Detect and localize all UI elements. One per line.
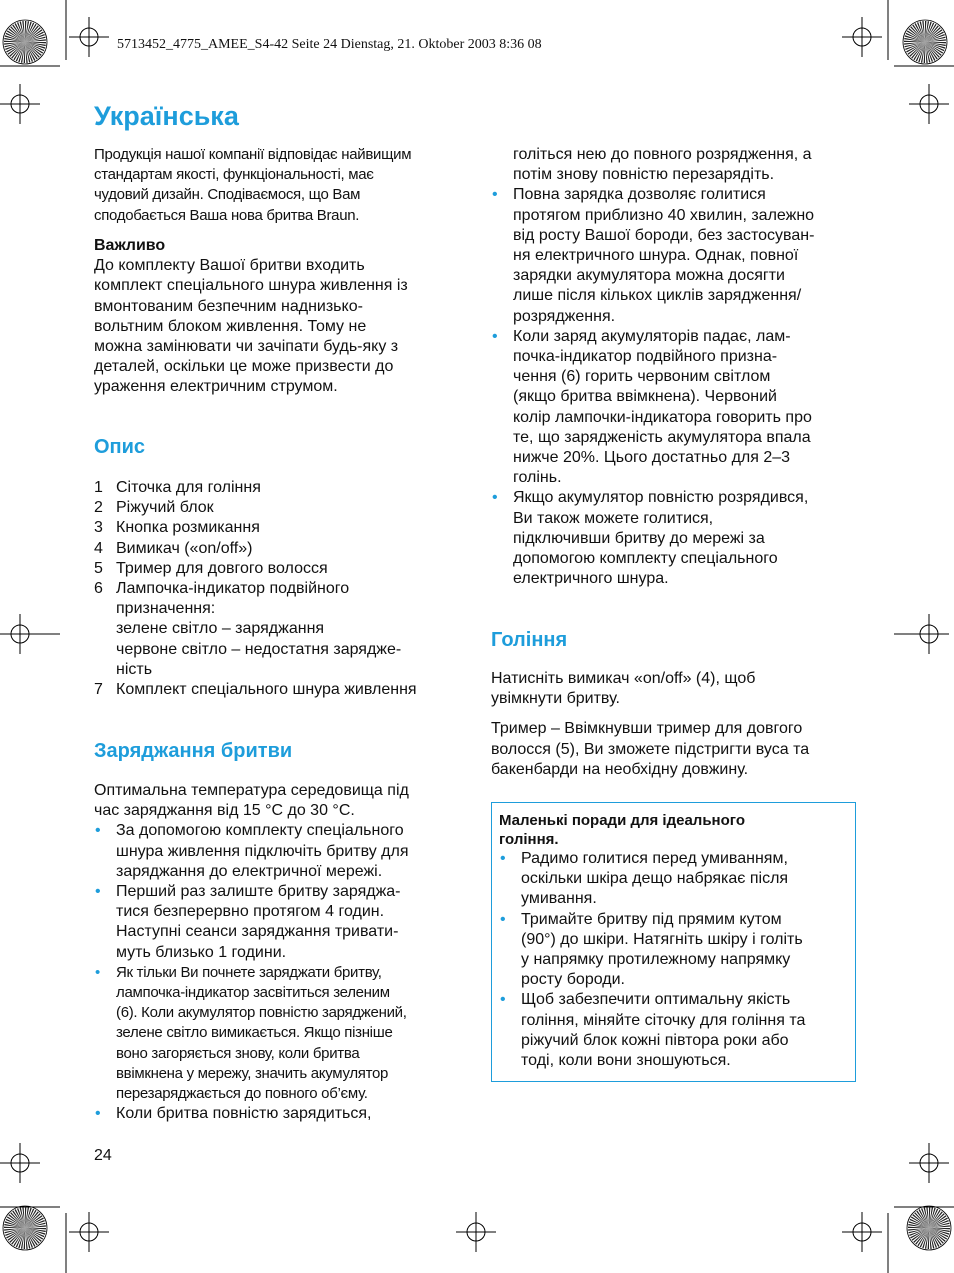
page-title: Українська xyxy=(94,101,239,131)
bullet-line: (90°) до шкіри. Натягніть шкіру і голіть xyxy=(521,930,803,948)
bullet-line: • Як тільки Ви почнете заряджати бритву, xyxy=(116,963,382,981)
tips-heading-line: Маленькі поради для ідеального xyxy=(499,812,745,829)
parts-list-item xyxy=(94,680,474,700)
item-line: Вимикач («on/off») xyxy=(116,539,253,557)
shaving-paragraph xyxy=(491,669,871,709)
bullet-line: ня електричного шнура. Однак, повної xyxy=(513,247,799,265)
bullet-line: підключивши бритву до мережі за xyxy=(513,529,765,547)
intro-line: сподобається Ваша нова бритва Braun. xyxy=(94,206,360,224)
important-line: деталей, оскільки це може призвести до xyxy=(94,358,394,376)
important-line: ураження електричним струмом. xyxy=(94,378,338,396)
tips-heading-line: гоління. xyxy=(499,831,559,848)
shaving-heading: Гоління xyxy=(491,629,568,651)
shaving-line: волосся (5), Ви зможете підстригти вуса та xyxy=(491,740,810,758)
shaving-line: Натисніть вимикач «on/off» (4), щоб xyxy=(491,670,756,687)
bullet-line: муть близько 1 години. xyxy=(116,943,287,961)
charging-section xyxy=(94,781,474,1124)
parts-list-item xyxy=(94,518,474,538)
parts-list-item xyxy=(94,498,474,518)
bullet-line: ввімкнена у мережу, значить акумулятор xyxy=(116,1064,389,1082)
wheel-segment xyxy=(929,1228,950,1229)
item-line: Комплект спеціального шнура живлення xyxy=(116,681,417,699)
parts-list xyxy=(94,478,474,700)
wheel-segment xyxy=(4,1227,25,1228)
bullet-line: нижче 20%. Цього достатньо для 2–3 xyxy=(513,449,791,467)
parts-list-item xyxy=(94,478,474,498)
charging-intro-line: час заряджання від 15 °C до 30 °C. xyxy=(94,802,355,820)
bullet-line: (якщо бритва ввімкнена). Червоний xyxy=(513,388,777,406)
page-number: 24 xyxy=(94,1147,112,1164)
bullet-line: шнура живлення підключіть бритву для xyxy=(116,842,409,860)
bullet-line: тися безперервно протягом 4 годин. xyxy=(116,903,385,921)
important-line: комплект спеціального шнура живлення із xyxy=(94,277,408,295)
wheel-segment xyxy=(929,1207,930,1228)
item-line: ність xyxy=(116,660,153,678)
item-line: Тример для довгого волосся xyxy=(116,559,328,577)
bullet-line: почка-індикатор подвійного призна- xyxy=(513,348,778,366)
wheel-segment xyxy=(924,42,925,63)
intro-line: чудовий дизайн. Сподіваємося, що Вам xyxy=(94,186,361,204)
bullet-line: воно загоряється знову, коли бритва xyxy=(116,1044,360,1062)
wheel-segment xyxy=(4,41,25,42)
bullet-line: • Щоб забезпечити оптимальну якість xyxy=(521,991,791,1009)
wheel-segment xyxy=(24,1228,25,1249)
wheel-segment xyxy=(24,42,25,63)
item-line: червоне світло – недостатня зарядже- xyxy=(116,640,402,658)
continuation-line: потім знову повністю перезарядіть. xyxy=(513,166,775,184)
wheel-segment xyxy=(925,21,926,42)
bullet-line: тоді, коли вони зношуються. xyxy=(521,1052,731,1070)
item-line: Ріжучий блок xyxy=(116,499,214,517)
tip-bullet xyxy=(499,990,854,1071)
charging-bullet xyxy=(94,821,474,882)
charging-bullet xyxy=(491,327,871,489)
bullet-line: • Коли заряд акумуляторів падає, лам- xyxy=(513,327,791,345)
tips-box xyxy=(491,802,856,1082)
wheel-segment xyxy=(925,42,946,43)
bullet-line: • Тримайте бритву під прямим кутом xyxy=(521,910,782,928)
item-line: зелене світло – заряджання xyxy=(116,620,325,638)
bullet-line: допомогою комплекту спеціального xyxy=(513,550,778,568)
tips-heading xyxy=(499,811,854,849)
intro-line: Продукція нашої компанії відповідає найвищим xyxy=(94,146,412,163)
bullet-line: від росту Вашої бороди, без застосуван- xyxy=(513,226,815,244)
important-heading: Важливо xyxy=(94,237,166,254)
tip-bullet xyxy=(499,849,854,910)
wheel-segment xyxy=(25,1207,26,1228)
item-line: Кнопка розмикання xyxy=(116,519,260,537)
bullet-line: у напрямку протилежному напрямку xyxy=(521,951,791,969)
charging-bullet xyxy=(94,882,474,963)
bullet-line: Ви також можете голитися, xyxy=(513,509,714,527)
bullet-line: • Якщо акумулятор повністю розрядився, xyxy=(513,489,809,507)
wheel-segment xyxy=(908,1227,929,1228)
bullet-line: • Перший раз залиште бритву заряджа- xyxy=(116,883,401,901)
bullet-line: колір лампочки-індикатора говорить про xyxy=(513,408,812,426)
item-number: 2 xyxy=(94,499,103,517)
charging-bullet xyxy=(94,963,474,1104)
item-line: призначення: xyxy=(116,600,216,618)
description-heading: Опис xyxy=(94,436,146,458)
print-header: 5713452_4775_AMEE_S4-42 Seite 24 Dienstag, 21. Oktober 2003 8:36 08 xyxy=(117,37,542,52)
bullet-line: протягом приблизно 40 хвилин, залежно xyxy=(513,206,815,224)
bullet-line: ріжучий блок кожні півтора роки або xyxy=(521,1031,789,1049)
parts-list-item xyxy=(94,559,474,579)
bullet-line: перезаряджається до повного об’єму. xyxy=(116,1085,368,1103)
shaving-line: бакенбарди на необхідну довжину. xyxy=(491,760,749,778)
bullet-line: електричного шнура. xyxy=(513,570,669,588)
charging-heading: Заряджання бритви xyxy=(94,740,293,762)
bullet-line: • Радимо голитися перед умиванням, xyxy=(521,850,788,867)
intro-line: стандартам якості, функціональності, має xyxy=(94,166,374,184)
continuation-block xyxy=(491,145,871,185)
bullet-line: • Коли бритва повністю зарядиться, xyxy=(116,1105,372,1123)
bullet-line: умивання. xyxy=(521,890,597,908)
charging-continued xyxy=(491,145,871,589)
charging-bullet xyxy=(94,1104,474,1124)
wheel-segment xyxy=(25,1228,46,1229)
item-line: Сіточка для гоління xyxy=(116,479,261,496)
parts-list-item xyxy=(94,579,474,680)
item-number: 7 xyxy=(94,681,103,699)
bullet-line: зарядки акумулятора можна досягти xyxy=(513,267,785,285)
shaving-section xyxy=(491,669,871,780)
wheel-segment xyxy=(25,42,46,43)
parts-list-item xyxy=(94,539,474,559)
charging-intro-line: Оптимальна температура середовища під xyxy=(94,782,409,799)
bullet-line: лампочка-індикатор засвітиться зеленим xyxy=(116,984,390,1002)
wheel-segment xyxy=(904,41,925,42)
bullet-line: те, що зарядженість акумулятора впала xyxy=(513,428,811,446)
item-number: 3 xyxy=(94,519,103,537)
important-line: вольтним блоком живлення. Тому не xyxy=(94,317,367,335)
bullet-line: заряджання до електричної мережі. xyxy=(116,862,383,880)
item-number: 1 xyxy=(94,479,103,496)
bullet-line: оскільки шкіра дещо набрякає після xyxy=(521,870,789,888)
bullet-line: • Повна зарядка дозволяє голитися xyxy=(513,186,766,204)
shaving-line: увімкнути бритву. xyxy=(491,690,620,708)
item-number: 5 xyxy=(94,559,103,577)
continuation-line: голіться нею до повного розрядження, а xyxy=(513,146,812,163)
bullet-line: гоління, міняйте сіточку для гоління та xyxy=(521,1011,806,1029)
shaving-line: Тример – Ввімкнувши тример для довгого xyxy=(491,720,803,738)
wheel-segment xyxy=(928,1228,929,1249)
important-line: До комплекту Вашої бритви входить xyxy=(94,257,365,275)
intro-paragraph xyxy=(94,145,474,226)
bullet-line: голінь. xyxy=(513,469,562,487)
item-number: 6 xyxy=(94,580,103,598)
bullet-line: Наступні сеанси заряджання тривати- xyxy=(116,923,399,941)
charging-bullet xyxy=(491,488,871,589)
bullet-line: (6). Коли акумулятор повністю заряджений, xyxy=(116,1004,407,1022)
item-number: 4 xyxy=(94,539,103,557)
important-line: можна замінювати чи зачіпати будь-яку з xyxy=(94,338,399,356)
bullet-line: зелене світло вимикається. Якщо пізніше xyxy=(116,1024,393,1042)
bullet-line: розрядження. xyxy=(513,307,616,325)
bullet-line: росту бороди. xyxy=(521,971,625,989)
bullet-line: лише після кількох циклів зарядження/ xyxy=(513,287,802,305)
important-line: вмонтованим безпечним наднизько- xyxy=(94,297,363,315)
tip-bullet xyxy=(499,910,854,991)
wheel-segment xyxy=(25,21,26,42)
trimmer-paragraph xyxy=(491,719,871,780)
item-line: Лампочка-індикатор подвійного xyxy=(116,580,350,598)
charging-bullet xyxy=(491,185,871,326)
bullet-line: чення (6) горить червоним світлом xyxy=(513,368,771,386)
bullet-line: • За допомогою комплекту спеціального xyxy=(116,822,404,840)
important-section xyxy=(94,236,474,398)
